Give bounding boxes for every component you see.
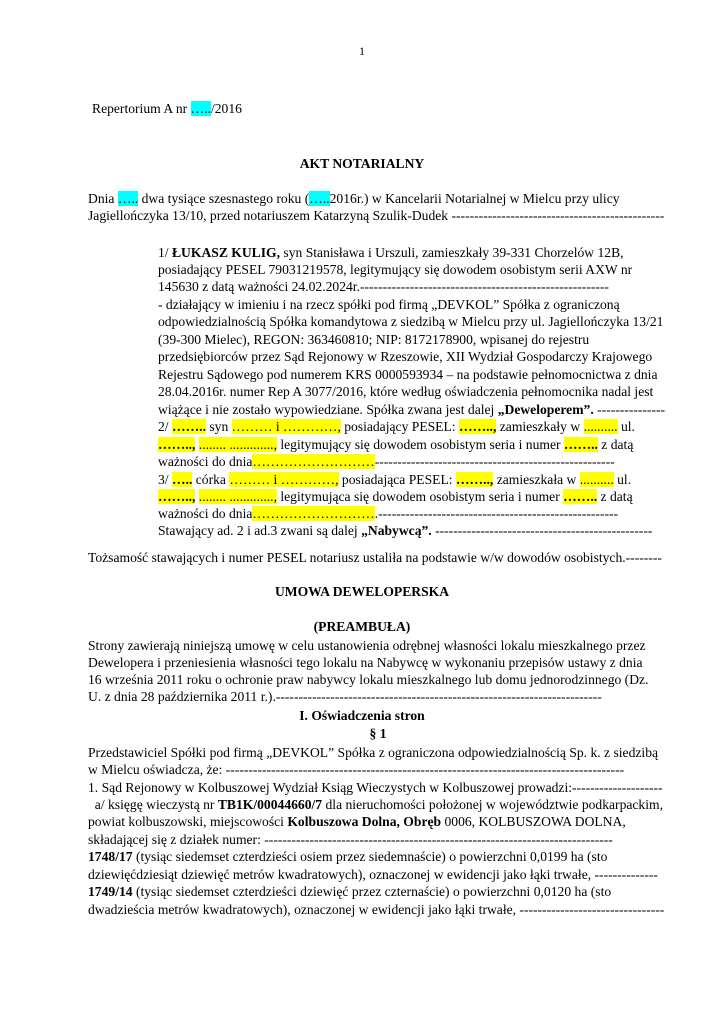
party1-line-6: (39-300 Mielec), REGON: 363460810; NIP: 8172178900, wpisanej do rejestru	[158, 332, 590, 347]
party3-date-label: z datą	[597, 489, 633, 504]
body-line-5	[88, 813, 626, 830]
parcel-1748-desc: (tysiąc siedemset czterdzieści osiem przez siedemnaście) o powierzchni 0,0199 ha (sto	[132, 849, 608, 864]
preamble-line-3: 16 września 2011 roku o ochronie praw nabywcy lokalu mieszkalnego lub domu jednorodzinnego (Dz.	[88, 672, 649, 687]
party2-date-label: z datą	[597, 437, 634, 452]
party3-name-placeholder: …..	[171, 472, 193, 487]
location-name: Kolbuszowa Dolna, Obręb	[287, 814, 442, 829]
repertorium-label: Repertorium A nr	[92, 101, 188, 116]
repertorium-year: /2016	[210, 101, 242, 116]
identity-statement: Tożsamość stawających i numer PESEL notariusz ustaliła na podstawie w/w dowodów osobistych.--------	[88, 550, 662, 565]
party1-line-4: - działający w imieniu i na rzecz spółki pod firmą „DEVKOL” Spółka z ograniczoną	[158, 297, 620, 312]
party2-line-3	[158, 453, 615, 470]
party2-syn: syn	[205, 419, 232, 434]
party1-line-7: przedsiębiorców przez Sąd Rejonowy w Rzeszowie, XII Wydział Gospodarczy Krajowego	[158, 349, 653, 364]
intro-dnia: Dnia	[88, 191, 115, 206]
preamble-line-4: U. z dnia 28 października 2011 r.).------------------------------------------------------------------------	[88, 689, 602, 704]
party3-pesel-placeholder: ……..,	[455, 472, 494, 487]
buyers-text: Stawający ad. 2 i ad.3 zwani są dalej	[158, 523, 362, 538]
intro-text: dwa tysiące szesnastego roku (	[138, 191, 310, 206]
preamble-line-1: Strony zawierają niniejszą umowę w celu ustanowienia odrębnej własności lokalu mieszkalnego przez	[88, 638, 646, 653]
body-line-8: dziewięćdziesiąt dziewięć metrów kwadratowych), oznaczonej w ewidencji jako łąki trwałe, --------------	[88, 867, 658, 882]
buyer-term: „Nabywcą”.	[361, 523, 432, 538]
body-line-2: w Mielcu oświadcza, że: ----------------------------------------------------------------------------------------	[88, 762, 625, 777]
parcel-1749: 1749/14	[88, 884, 133, 899]
party2-num: 2/	[158, 419, 172, 434]
party2-line-1	[158, 418, 635, 435]
party1-line-1	[158, 244, 624, 261]
party3-num: 3/	[158, 472, 172, 487]
party3-line-4	[158, 522, 652, 539]
paragraph-1-title: § 1	[369, 726, 387, 741]
party2-id-placeholder: ……..	[563, 437, 598, 452]
location-label: powiat kolbuszowski, miejscowości	[88, 814, 288, 829]
party3-pesel-label: posiadająca PESEL:	[338, 472, 456, 487]
party3-street-placeholder: ……..,	[158, 489, 196, 504]
party2-pesel-label: posiadający PESEL:	[340, 419, 459, 434]
party3-corka: córka	[192, 472, 230, 487]
dash-fill: -----------------------------------------------------	[374, 454, 615, 469]
party1-desc: syn Stanisława i Urszuli, zamieszkały 39-331 Chorzelów 12B,	[280, 245, 624, 260]
party1-line-8: Rejestru Sądowego pod numerem KRS 0000593934 – na podstawie pełnomocnictwa z dnia	[158, 367, 658, 382]
party2-validity-label: ważności do dnia	[158, 454, 253, 469]
party1-num: 1/	[158, 245, 172, 260]
kw-label: a/ księgę wieczystą nr	[88, 797, 218, 812]
party1-name: ŁUKASZ KULIG,	[171, 245, 281, 260]
dash-fill: ---------------	[593, 402, 666, 417]
body-line-3: 1. Sąd Rejonowy w Kolbuszowej Wydział Ksiąg Wieczystych w Kolbuszowej prowadzi:--------------------	[88, 780, 663, 795]
party3-parents-placeholder: ……… i …………,	[229, 472, 339, 487]
date-year-placeholder: …..	[309, 191, 330, 206]
dash-fill: ------------------------------------------------	[431, 523, 653, 538]
party1-line-9: 28.04.2016r. numer Rep A 3077/2016, które według oświadczenia pełnomocnika nadal jest	[158, 384, 654, 399]
party3-id-label: legitymująca się dowodem osobistym seria i numer	[276, 489, 564, 504]
party3-city-placeholder: ..........	[579, 472, 614, 487]
body-line-4	[88, 796, 663, 813]
parcel-1748: 1748/17	[88, 849, 133, 864]
developer-term: „Deweloperem”.	[497, 402, 594, 417]
repertorium	[92, 100, 242, 117]
party2-address-label: zamieszkały w	[496, 419, 584, 434]
party3-id-placeholder: ……..	[563, 489, 598, 504]
intro-line-1	[88, 190, 620, 207]
repertorium-number: …..	[190, 101, 211, 116]
body-line-1: Przedstawiciel Spółki pod firmą „DEVKOL” Spółka z ograniczona odpowiedzialnością Sp. k. z siedzibą	[88, 745, 659, 760]
date-day-placeholder: …..	[117, 191, 139, 206]
intro-line-2: Jagiellończyka 13/10, przed notariuszem Katarzyną Szulik-Dudek -----------------------------------------------	[88, 208, 665, 223]
party1-line-10	[158, 401, 665, 418]
party2-validity-placeholder: ………………………	[252, 454, 375, 469]
page-number: 1	[359, 44, 365, 58]
party3-line-3	[158, 505, 618, 522]
party1-text: wiążące i nie zostało wypowiedziane. Spółka zwana jest dalej	[158, 402, 498, 417]
party2-pesel-placeholder: ……..,	[458, 419, 497, 434]
party2-ul: ul.	[617, 419, 635, 434]
body-line-6: składającej się z działek numer: -----------------------------------------------------------------------------	[88, 832, 613, 847]
party2-parents-placeholder: ……… i …………,	[231, 419, 341, 434]
party1-line-3: 145630 z datą ważności 24.02.2024r.-------------------------------------------------------	[158, 279, 609, 294]
party3-number-placeholder: ........ .............,	[198, 489, 277, 504]
party3-validity-placeholder: ………………………	[252, 506, 375, 521]
kw-desc: dla nieruchomości położonej w województwie podkarpackim,	[322, 797, 663, 812]
party3-line-1	[158, 471, 631, 488]
intro-text-2: 2016r.) w Kancelarii Notarialnej w Mielcu przy ulicy	[329, 191, 620, 206]
party1-line-5: odpowiedzialnością Spółka komandytowa z siedzibą w Mielcu przy ul. Jagiellończyka 13/21	[158, 314, 664, 329]
location-rest: 0006, KOLBUSZOWA DOLNA,	[441, 814, 626, 829]
dash-fill: .-----------------------------------------------------	[374, 506, 619, 521]
kw-number: TB1K/00044660/7	[217, 797, 323, 812]
party3-validity-label: ważności do dnia	[158, 506, 253, 521]
party2-street-placeholder: ……..,	[158, 437, 196, 452]
party2-number-placeholder: ........ .............,	[198, 437, 277, 452]
section-1-title: I. Oświadczenia stron	[299, 708, 425, 723]
preamble-title: (PREAMBUŁA)	[313, 619, 411, 634]
body-line-10: dwadzieścia metrów kwadratowych), oznaczonej w ewidencji jako łąki trwałe, --------------------------------	[88, 902, 665, 917]
body-line-7	[88, 848, 607, 865]
document-title: AKT NOTARIALNY	[299, 156, 425, 171]
parcel-1749-desc: (tysiąc siedemset czterdzieści dziewięć przez czternaście) o powierzchni 0,0120 ha (sto	[132, 884, 612, 899]
party2-city-placeholder: ..........	[583, 419, 618, 434]
body-line-9	[88, 883, 611, 900]
party2-id-label: legitymujący się dowodem osobistym seria i numer	[276, 437, 564, 452]
section-title: UMOWA DEWELOPERSKA	[274, 584, 450, 599]
party3-address-label: zamieszkała w	[493, 472, 580, 487]
preamble-line-2: Dewelopera i przeniesienia własności tego lokalu na Nabywcę w wykonaniu przepisów ustawy z dnia	[88, 655, 643, 670]
party3-line-2	[158, 488, 633, 505]
party1-line-2: posiadający PESEL 79031219578, legitymujący się dowodem osobistym serii AXW nr	[158, 262, 633, 277]
party2-line-2	[158, 436, 633, 453]
party2-name-placeholder: ……..	[171, 419, 206, 434]
party3-ul: ul.	[613, 472, 632, 487]
